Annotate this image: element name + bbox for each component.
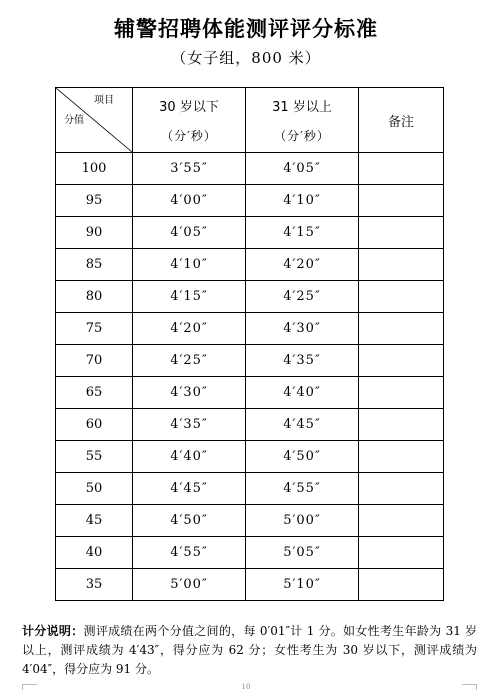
table-row xyxy=(56,377,444,409)
over31-cell: 4′05″ xyxy=(246,153,359,185)
under30-cell: 4′10″ xyxy=(133,249,246,281)
table-row xyxy=(56,345,444,377)
header-under30-unit: （分′秒） xyxy=(161,129,217,143)
over31-cell: 4′20″ xyxy=(246,249,359,281)
table-row xyxy=(56,505,444,537)
table-row xyxy=(56,409,444,441)
header-over31-unit: （分′秒） xyxy=(274,129,330,143)
header-over31-name: 31 岁以上 xyxy=(272,100,332,115)
under30-cell: 4′35″ xyxy=(133,409,246,441)
score-cell: 55 xyxy=(56,441,133,473)
remark-cell xyxy=(359,249,444,281)
remark-cell xyxy=(359,505,444,537)
header-under30-name: 30 岁以下 xyxy=(159,100,219,115)
under30-cell: 4′00″ xyxy=(133,185,246,217)
table-row xyxy=(56,185,444,217)
under30-cell: 4′40″ xyxy=(133,441,246,473)
table-row xyxy=(56,537,444,569)
remark-cell xyxy=(359,185,444,217)
score-cell: 85 xyxy=(56,249,133,281)
under30-cell: 4′30″ xyxy=(133,377,246,409)
over31-cell: 5′05″ xyxy=(246,537,359,569)
remark-cell xyxy=(359,441,444,473)
under30-cell: 3′55″ xyxy=(133,153,246,185)
under30-cell: 4′45″ xyxy=(133,473,246,505)
score-cell: 35 xyxy=(56,569,133,601)
under30-cell: 4′15″ xyxy=(133,281,246,313)
over31-cell: 4′25″ xyxy=(246,281,359,313)
corner-score-label: 分值 xyxy=(64,115,84,126)
under30-cell: 4′20″ xyxy=(133,313,246,345)
under30-cell: 4′55″ xyxy=(133,537,246,569)
remark-cell xyxy=(359,569,444,601)
table-row xyxy=(56,313,444,345)
page-title: 辅警招聘体能测评评分标准 xyxy=(114,17,378,41)
over31-cell: 4′50″ xyxy=(246,441,359,473)
remark-cell xyxy=(359,281,444,313)
remark-cell xyxy=(359,217,444,249)
under30-cell: 4′05″ xyxy=(133,217,246,249)
header-corner-cell xyxy=(56,88,133,153)
over31-cell: 5′00″ xyxy=(246,505,359,537)
over31-cell: 4′10″ xyxy=(246,185,359,217)
under30-cell: 4′25″ xyxy=(133,345,246,377)
score-cell: 60 xyxy=(56,409,133,441)
score-cell: 80 xyxy=(56,281,133,313)
remark-cell xyxy=(359,153,444,185)
over31-cell: 4′35″ xyxy=(246,345,359,377)
table-row xyxy=(56,473,444,505)
table-row xyxy=(56,249,444,281)
table-row xyxy=(56,217,444,249)
score-cell: 100 xyxy=(56,153,133,185)
remark-cell xyxy=(359,473,444,505)
remark-cell xyxy=(359,409,444,441)
scoring-note xyxy=(22,622,477,679)
header-over31 xyxy=(246,88,359,153)
page-number: 10 xyxy=(241,683,251,691)
scoring-note-text: 测评成绩在两个分值之间的，每 0′01″计 1 分。如女性考生年龄为 31 岁以上，测评成绩为 4′43″，得分应为 62 分；女性考生为 30 岁以下，测评成绩为 4′04″，得分应为 91 分。 xyxy=(22,624,477,676)
score-cell: 75 xyxy=(56,313,133,345)
page-subtitle: （女子组，800 米） xyxy=(171,49,321,67)
score-cell: 40 xyxy=(56,537,133,569)
scoring-note-label: 计分说明： xyxy=(22,624,84,638)
remark-cell xyxy=(359,377,444,409)
table-row xyxy=(56,441,444,473)
remark-cell xyxy=(359,345,444,377)
header-remark: 备注 xyxy=(359,88,444,153)
under30-cell: 5′00″ xyxy=(133,569,246,601)
score-table xyxy=(55,87,444,601)
score-cell: 45 xyxy=(56,505,133,537)
over31-cell: 4′55″ xyxy=(246,473,359,505)
over31-cell: 4′45″ xyxy=(246,409,359,441)
score-cell: 90 xyxy=(56,217,133,249)
crop-mark-right xyxy=(462,684,477,690)
table-row xyxy=(56,281,444,313)
header-under30 xyxy=(133,88,246,153)
over31-cell: 4′15″ xyxy=(246,217,359,249)
table-header-row xyxy=(56,88,444,153)
over31-cell: 5′10″ xyxy=(246,569,359,601)
remark-cell xyxy=(359,537,444,569)
over31-cell: 4′40″ xyxy=(246,377,359,409)
score-cell: 70 xyxy=(56,345,133,377)
score-cell: 65 xyxy=(56,377,133,409)
over31-cell: 4′30″ xyxy=(246,313,359,345)
corner-item-label: 项目 xyxy=(94,95,114,106)
score-cell: 50 xyxy=(56,473,133,505)
under30-cell: 4′50″ xyxy=(133,505,246,537)
table-row xyxy=(56,569,444,601)
score-cell: 95 xyxy=(56,185,133,217)
remark-cell xyxy=(359,313,444,345)
table-row xyxy=(56,153,444,185)
